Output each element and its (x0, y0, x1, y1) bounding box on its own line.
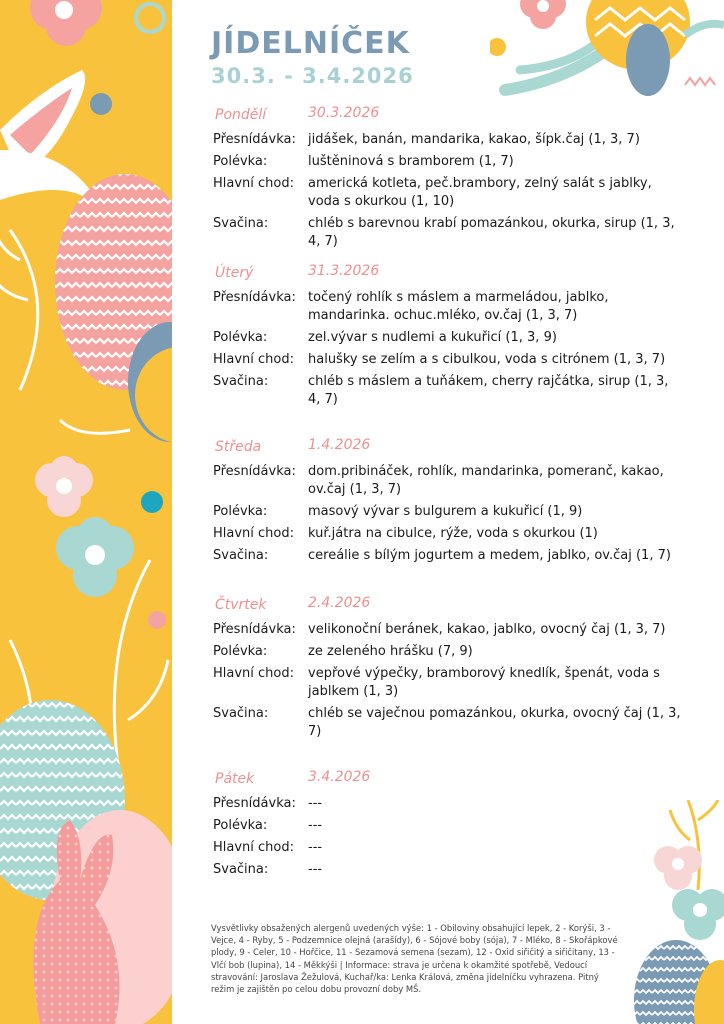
meal-label: Hlavní chod: (213, 666, 295, 681)
meal-row (213, 329, 683, 347)
meal-text: chléb s máslem a tuňákem, cherry rajčátka, sirup (1, 3, 4, 7) (308, 374, 669, 407)
meal-label: Svačina: (213, 862, 269, 877)
meal-text: luštěninová s bramborem (1, 7) (308, 154, 514, 169)
day-thursday (213, 597, 683, 745)
meal-text: jidášek, banán, mandarika, kakao, šípk.čaj (1, 3, 7) (308, 132, 640, 147)
meal-row (213, 175, 683, 211)
meal-label: Svačina: (213, 706, 269, 721)
meal-label: Přesnídávka: (213, 290, 296, 305)
easter-decoration-top-right (490, 0, 724, 110)
day-date: 2.4.2026 (308, 595, 371, 611)
date-range: 30.3. - 3.4.2026 (211, 64, 414, 88)
meal-text: kuř.játra na cibulce, rýže, voda s okurkou (1) (308, 526, 598, 541)
day-name: Pondělí (215, 107, 267, 123)
day-date: 31.3.2026 (308, 263, 380, 279)
meal-row (213, 795, 683, 813)
meal-row (213, 525, 683, 543)
meal-text: vepřové výpečky, bramborový knedlík, špenát, voda s jablkem (1, 3) (308, 666, 660, 699)
meal-label: Hlavní chod: (213, 840, 295, 855)
meal-row (213, 861, 683, 879)
meal-row (213, 463, 683, 499)
meal-label: Přesnídávka: (213, 464, 296, 479)
meal-label: Hlavní chod: (213, 352, 295, 367)
meal-row (213, 547, 683, 565)
meal-text: masový vývar s bulgurem a kukuřicí (1, 9) (308, 504, 583, 519)
meal-text: --- (308, 796, 323, 811)
meal-text: halušky se zelím a s cibulkou, voda s citrónem (1, 3, 7) (308, 352, 666, 367)
easter-egg-icon (586, 0, 690, 96)
meal-row (213, 131, 683, 149)
meal-label: Svačina: (213, 374, 269, 389)
day-date: 30.3.2026 (308, 105, 380, 121)
meal-label: Polévka: (213, 644, 268, 659)
day-date: 1.4.2026 (308, 437, 371, 453)
easter-decoration-left (0, 0, 172, 1024)
day-date: 3.4.2026 (308, 769, 371, 785)
flower-icon (520, 0, 566, 29)
page-title: JÍDELNÍČEK (211, 26, 410, 61)
meal-text: cereálie s bílým jogurtem a medem, jablko, ov.čaj (1, 7) (308, 548, 671, 563)
meal-label: Přesnídávka: (213, 622, 296, 637)
day-name: Čtvrtek (215, 597, 267, 613)
day-name: Středa (215, 439, 262, 455)
meal-row (213, 705, 683, 741)
day-tuesday (213, 265, 683, 413)
meal-text: točený rohlík s máslem a marmeládou, jablko, mandarinka. ochuc.mléko, ov.čaj (1, 3, 7) (308, 290, 609, 323)
flower-icon (672, 889, 724, 940)
meal-text: dom.pribináček, rohlík, mandarinka, pomeranč, kakao, ov.čaj (1, 3, 7) (308, 464, 664, 497)
allergen-footer: Vysvětlivky obsažených alergenů uvedených výše: 1 - Obiloviny obsahující lepek, 2 - Korýši, 3 - Vejce, 4 - Ryby, 5 - Podzemnice olejná (arašídy), 6 - Sójové boby (sója), 7 - Mléko, 8 - Skořápkové plody, 9 - Celer, 10 - Hořčice, 11 - Sezamová semena (sezam), 12 - Oxid siřičitý a siřičitany, 13 - Vlčí bob (lupina), 14 - Měkkýši | Informace: strava je určena k okamžité spotřebě, Vedoucí stravování: Jaroslava Žežulová, Kuchař/ka: Lenka Králová, změna jídelníčku vyhrazena. Pitný režim je zajištěn po celou dobu provozní doby MŠ. (211, 923, 618, 995)
day-name: Úterý (215, 265, 254, 281)
meal-label: Polévka: (213, 504, 268, 519)
meal-row (213, 665, 683, 701)
meal-row (213, 817, 683, 835)
day-monday (213, 107, 683, 255)
meal-row (213, 621, 683, 639)
easter-egg-icon (634, 940, 724, 1024)
day-name: Pátek (215, 771, 255, 787)
meal-label: Svačina: (213, 548, 269, 563)
meal-label: Polévka: (213, 154, 268, 169)
meal-row (213, 153, 683, 171)
meal-label: Polévka: (213, 330, 268, 345)
meal-text: zel.vývar s nudlemi a kukuřicí (1, 3, 9) (308, 330, 557, 345)
meal-text: --- (308, 862, 323, 877)
meal-row (213, 215, 683, 251)
meal-text: americká kotleta, peč.brambory, zelný salát s jablky, voda s okurkou (1, 10) (308, 176, 652, 209)
meal-row (213, 503, 683, 521)
meal-text: ze zeleného hrášku (7, 9) (308, 644, 473, 659)
meal-text: chléb se vaječnou pomazánkou, okurka, ovocný čaj (1, 3, 7) (308, 706, 681, 739)
meal-label: Přesnídávka: (213, 796, 296, 811)
meal-row (213, 643, 683, 661)
meal-row (213, 289, 683, 325)
meal-text: --- (308, 840, 323, 855)
meal-text: velikonoční beránek, kakao, jablko, ovocný čaj (1, 3, 7) (308, 622, 666, 637)
meal-row (213, 839, 683, 857)
meal-label: Hlavní chod: (213, 526, 295, 541)
meal-row (213, 373, 683, 409)
day-wednesday (213, 439, 683, 569)
meal-label: Hlavní chod: (213, 176, 295, 191)
meal-text: --- (308, 818, 323, 833)
meal-row (213, 351, 683, 369)
meal-label: Polévka: (213, 818, 268, 833)
meal-label: Svačina: (213, 216, 269, 231)
meal-text: chléb s barevnou krabí pomazánkou, okurka, sirup (1, 3, 4, 7) (308, 216, 675, 249)
day-friday (213, 771, 683, 883)
meal-label: Přesnídávka: (213, 132, 296, 147)
